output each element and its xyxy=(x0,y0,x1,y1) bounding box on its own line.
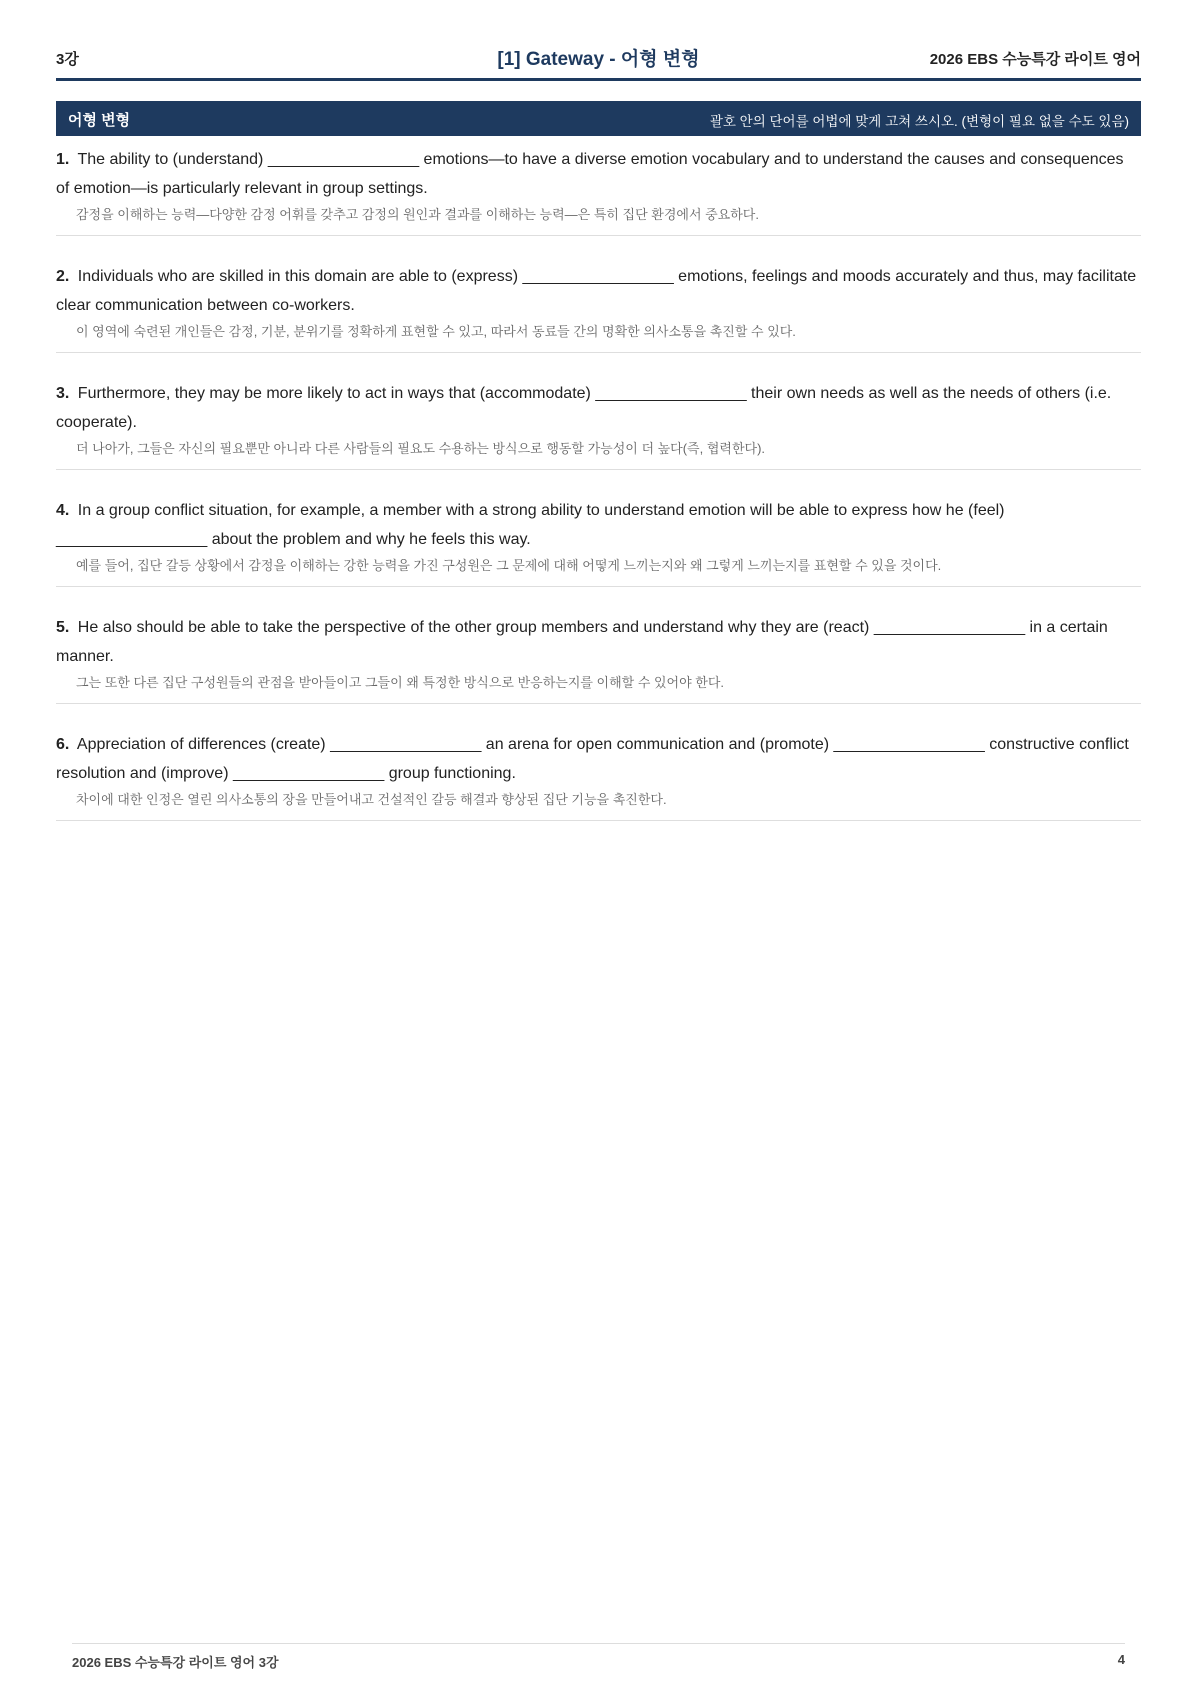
question-number: 5. xyxy=(56,619,70,636)
section-instruction: 괄호 안의 단어를 어법에 맞게 고쳐 쓰시오. (변형이 필요 없을 수도 있음) xyxy=(709,114,1129,129)
question-translation: 예를 들어, 집단 갈등 상황에서 감정을 이해하는 강한 능력을 가진 구성원은 그 문제에 대해 어떻게 느끼는지와 왜 그렇게 느끼는지를 표현할 수 있을 것이다. xyxy=(76,558,942,573)
question-text xyxy=(56,496,1141,554)
question-sentence: In a group conflict situation, for example, a member with a strong ability to understand emotion will be able to express how he (feel) _________________ about the problem and why he feels this way. xyxy=(56,502,1005,548)
book-title: 2026 EBS 수능특강 라이트 영어 xyxy=(929,51,1141,68)
question-number: 2. xyxy=(56,268,70,285)
question-text xyxy=(56,145,1141,203)
page-header xyxy=(56,44,1141,72)
header-divider xyxy=(56,78,1141,81)
question-translation: 감정을 이해하는 능력—다양한 감정 어휘를 갖추고 감정의 원인과 결과를 이해하는 능력—은 특히 집단 환경에서 중요하다. xyxy=(76,207,759,222)
question-item xyxy=(56,730,1141,821)
question-item xyxy=(56,496,1141,587)
question-sentence: Appreciation of differences (create) _________________ an arena for open communication and (promote) _________________ constructive conflict resolution and (improve) _________________ group functioning. xyxy=(56,736,1129,782)
question-number: 6. xyxy=(56,736,70,753)
question-item xyxy=(56,262,1141,353)
question-item xyxy=(56,613,1141,704)
lesson-label: 3강 xyxy=(56,51,79,68)
footer-book-lesson: 2026 EBS 수능특강 라이트 영어 3강 xyxy=(72,1655,279,1670)
question-sentence: The ability to (understand) _________________ emotions—to have a diverse emotion vocabulary and to understand the causes and consequences of emotion—is particularly relevant in group settings. xyxy=(56,151,1124,197)
question-list xyxy=(56,145,1141,847)
question-number: 3. xyxy=(56,385,70,402)
question-sentence: Individuals who are skilled in this domain are able to (express) _________________ emotions, feelings and moods accurately and thus, may facilitate clear communication between co-workers. xyxy=(56,268,1137,314)
question-translation: 차이에 대한 인정은 열린 의사소통의 장을 만들어내고 건설적인 갈등 해결과 향상된 집단 기능을 촉진한다. xyxy=(76,792,667,807)
page-title: [1] Gateway - 어형 변형 xyxy=(497,49,700,70)
question-text xyxy=(56,262,1141,320)
question-number: 1. xyxy=(56,151,70,168)
question-translation: 그는 또한 다른 집단 구성원들의 관점을 받아들이고 그들이 왜 특정한 방식으로 반응하는지를 이해할 수 있어야 한다. xyxy=(76,675,725,690)
question-item xyxy=(56,145,1141,236)
question-number: 4. xyxy=(56,502,70,519)
question-translation: 이 영역에 숙련된 개인들은 감정, 기분, 분위기를 정확하게 표현할 수 있고, 따라서 동료들 간의 명확한 의사소통을 촉진할 수 있다. xyxy=(76,324,796,339)
section-header-bar xyxy=(56,101,1141,136)
page-number: 4 xyxy=(1117,1652,1125,1667)
question-translation: 더 나아가, 그들은 자신의 필요뿐만 아니라 다른 사람들의 필요도 수용하는 방식으로 행동할 가능성이 더 높다(즉, 협력한다). xyxy=(76,441,766,456)
question-text xyxy=(56,613,1141,671)
question-text xyxy=(56,730,1141,788)
question-sentence: He also should be able to take the perspective of the other group members and understand why they are (react) _________________ in a certain manner. xyxy=(56,619,1108,665)
question-text xyxy=(56,379,1141,437)
section-title: 어형 변형 xyxy=(68,112,131,129)
question-sentence: Furthermore, they may be more likely to act in ways that (accommodate) _________________ their own needs as well as the needs of others (i.e. cooperate). xyxy=(56,385,1112,431)
footer-divider xyxy=(72,1643,1125,1644)
question-item xyxy=(56,379,1141,470)
